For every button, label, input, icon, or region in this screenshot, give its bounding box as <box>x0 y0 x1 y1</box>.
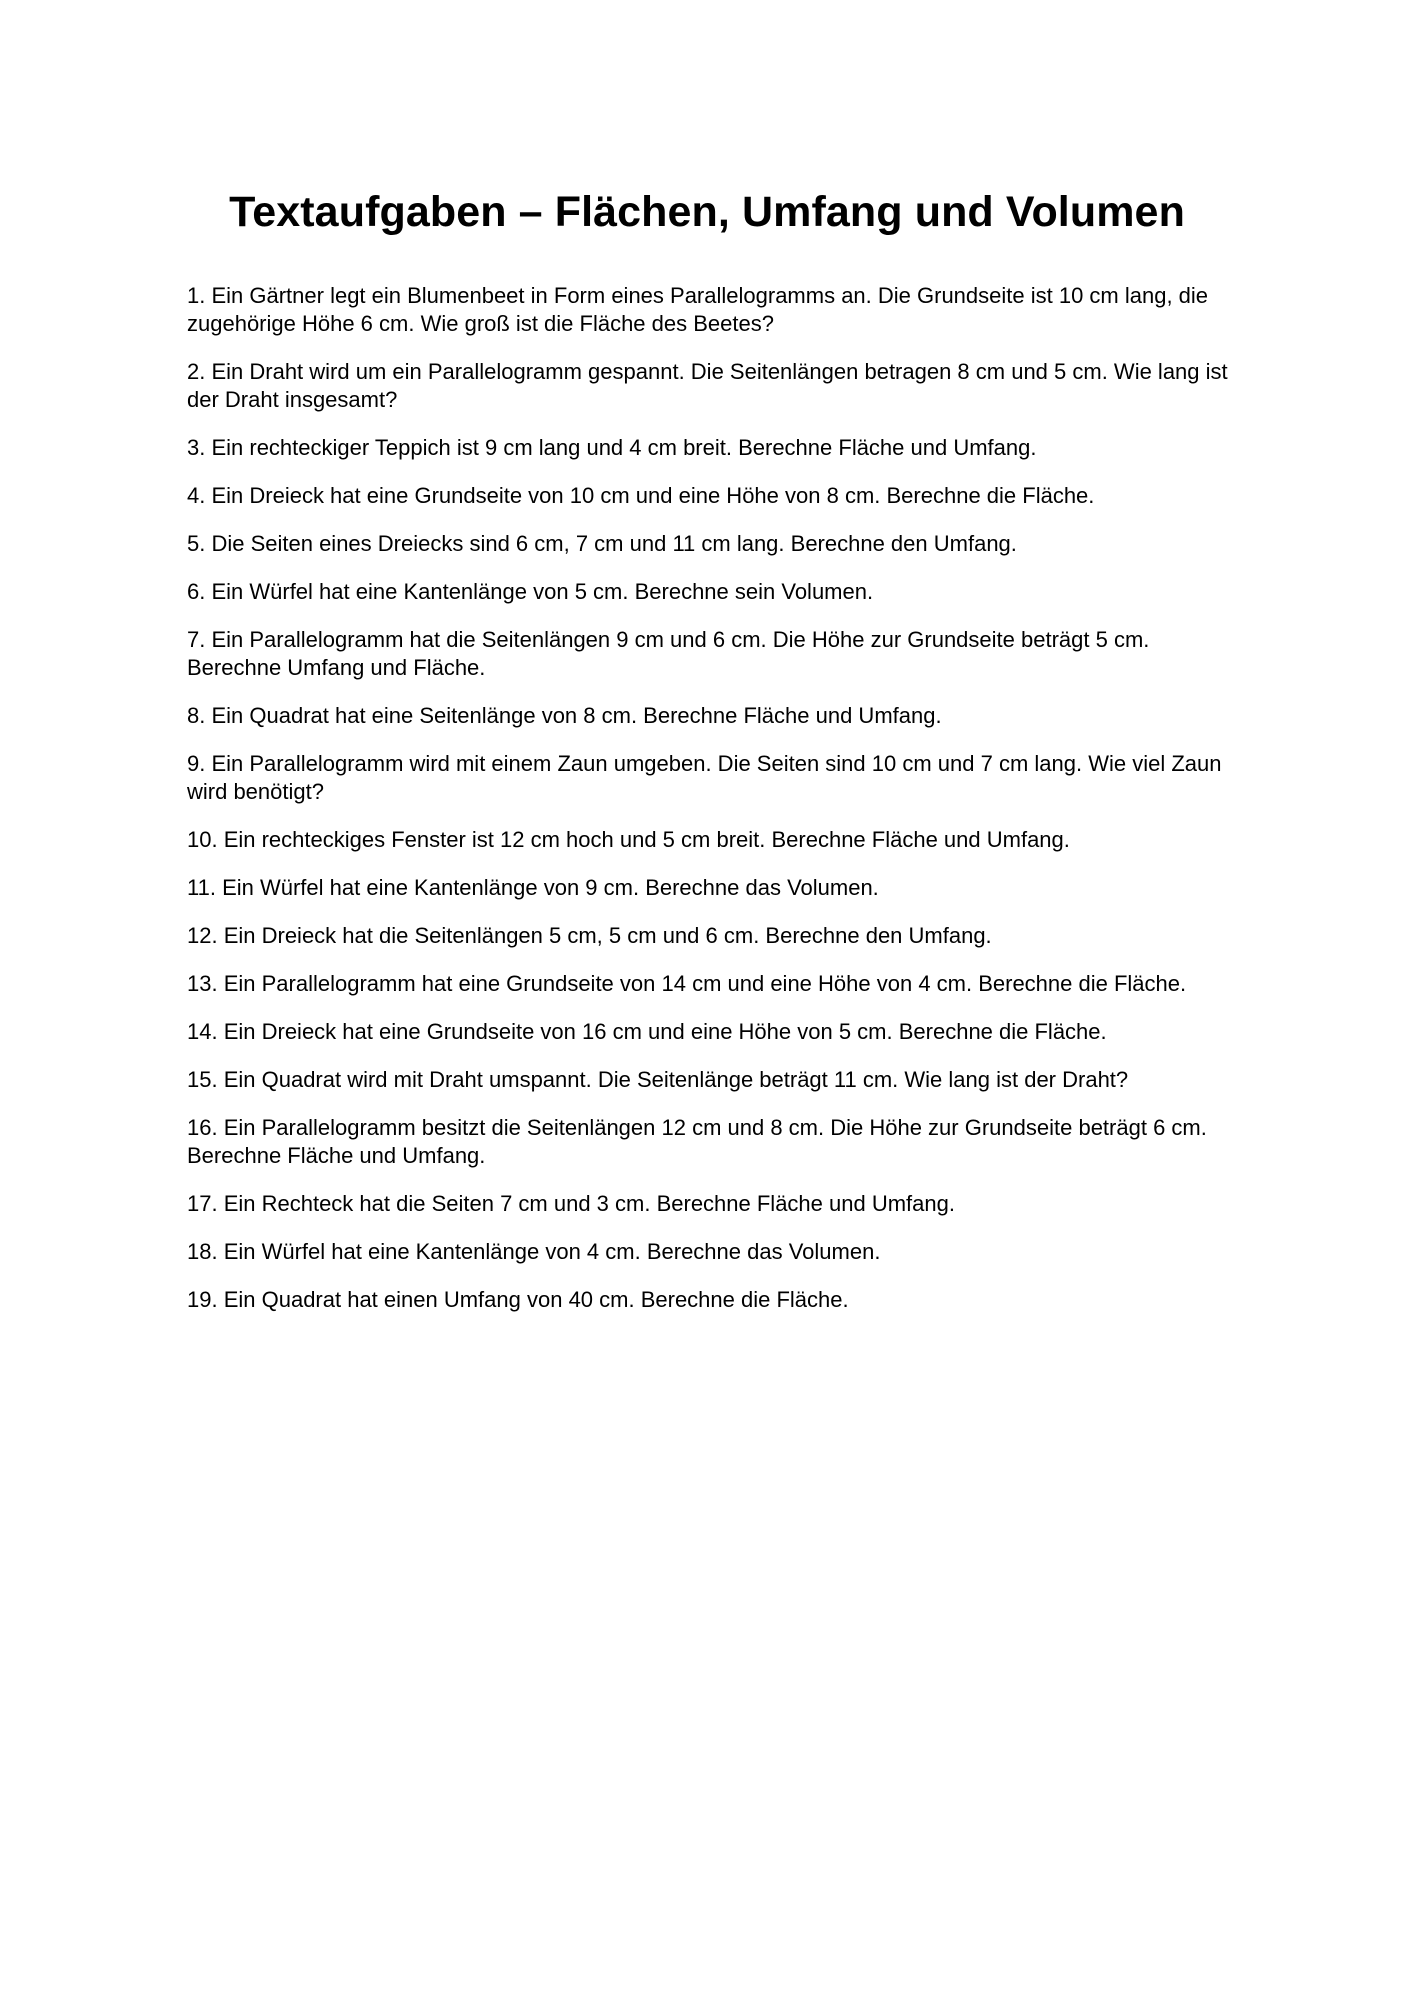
document-title: Textaufgaben – Flächen, Umfang und Volumen <box>229 188 1185 236</box>
task-list <box>187 282 1247 1334</box>
task-item-10: 10. Ein rechteckiges Fenster ist 12 cm hoch und 5 cm breit. Berechne Fläche und Umfang. <box>187 827 1070 852</box>
task-item-15: 15. Ein Quadrat wird mit Draht umspannt. Die Seitenlänge beträgt 11 cm. Wie lang ist der Draht? <box>187 1067 1129 1092</box>
task-item-9: 9. Ein Parallelogramm wird mit einem Zaun umgeben. Die Seiten sind 10 cm und 7 cm lang. Wie viel Zaun wird benötigt? <box>187 751 1222 804</box>
task-item-6: 6. Ein Würfel hat eine Kantenlänge von 5 cm. Berechne sein Volumen. <box>187 579 874 604</box>
task-item-2: 2. Ein Draht wird um ein Parallelogramm gespannt. Die Seitenlängen betragen 8 cm und 5 cm. Wie lang ist der Draht insgesamt? <box>187 359 1228 412</box>
task-item-14: 14. Ein Dreieck hat eine Grundseite von 16 cm und eine Höhe von 5 cm. Berechne die Fläche. <box>187 1019 1107 1044</box>
task-item-12: 12. Ein Dreieck hat die Seitenlängen 5 cm, 5 cm und 6 cm. Berechne den Umfang. <box>187 923 992 948</box>
task-item-8: 8. Ein Quadrat hat eine Seitenlänge von 8 cm. Berechne Fläche und Umfang. <box>187 703 942 728</box>
task-item-17: 17. Ein Rechteck hat die Seiten 7 cm und 3 cm. Berechne Fläche und Umfang. <box>187 1191 955 1216</box>
task-item-3: 3. Ein rechteckiger Teppich ist 9 cm lang und 4 cm breit. Berechne Fläche und Umfang. <box>187 435 1037 460</box>
task-item-18: 18. Ein Würfel hat eine Kantenlänge von 4 cm. Berechne das Volumen. <box>187 1239 881 1264</box>
task-item-4: 4. Ein Dreieck hat eine Grundseite von 10 cm und eine Höhe von 8 cm. Berechne die Fläche. <box>187 483 1095 508</box>
task-item-1: 1. Ein Gärtner legt ein Blumenbeet in Form eines Parallelogramms an. Die Grundseite ist 10 cm lang, die zugehörige Höhe 6 cm. Wie groß ist die Fläche des Beetes? <box>187 283 1209 336</box>
task-item-19: 19. Ein Quadrat hat einen Umfang von 40 cm. Berechne die Fläche. <box>187 1287 849 1312</box>
task-item-7: 7. Ein Parallelogramm hat die Seitenlängen 9 cm und 6 cm. Die Höhe zur Grundseite beträgt 5 cm. Berechne Umfang und Fläche. <box>187 627 1150 680</box>
task-item-5: 5. Die Seiten eines Dreiecks sind 6 cm, 7 cm und 11 cm lang. Berechne den Umfang. <box>187 531 1017 556</box>
task-item-11: 11. Ein Würfel hat eine Kantenlänge von 9 cm. Berechne das Volumen. <box>187 875 879 900</box>
task-item-13: 13. Ein Parallelogramm hat eine Grundseite von 14 cm und eine Höhe von 4 cm. Berechne die Fläche. <box>187 971 1187 996</box>
task-item-16: 16. Ein Parallelogramm besitzt die Seitenlängen 12 cm und 8 cm. Die Höhe zur Grundseite beträgt 6 cm. Berechne Fläche und Umfang. <box>187 1115 1207 1168</box>
